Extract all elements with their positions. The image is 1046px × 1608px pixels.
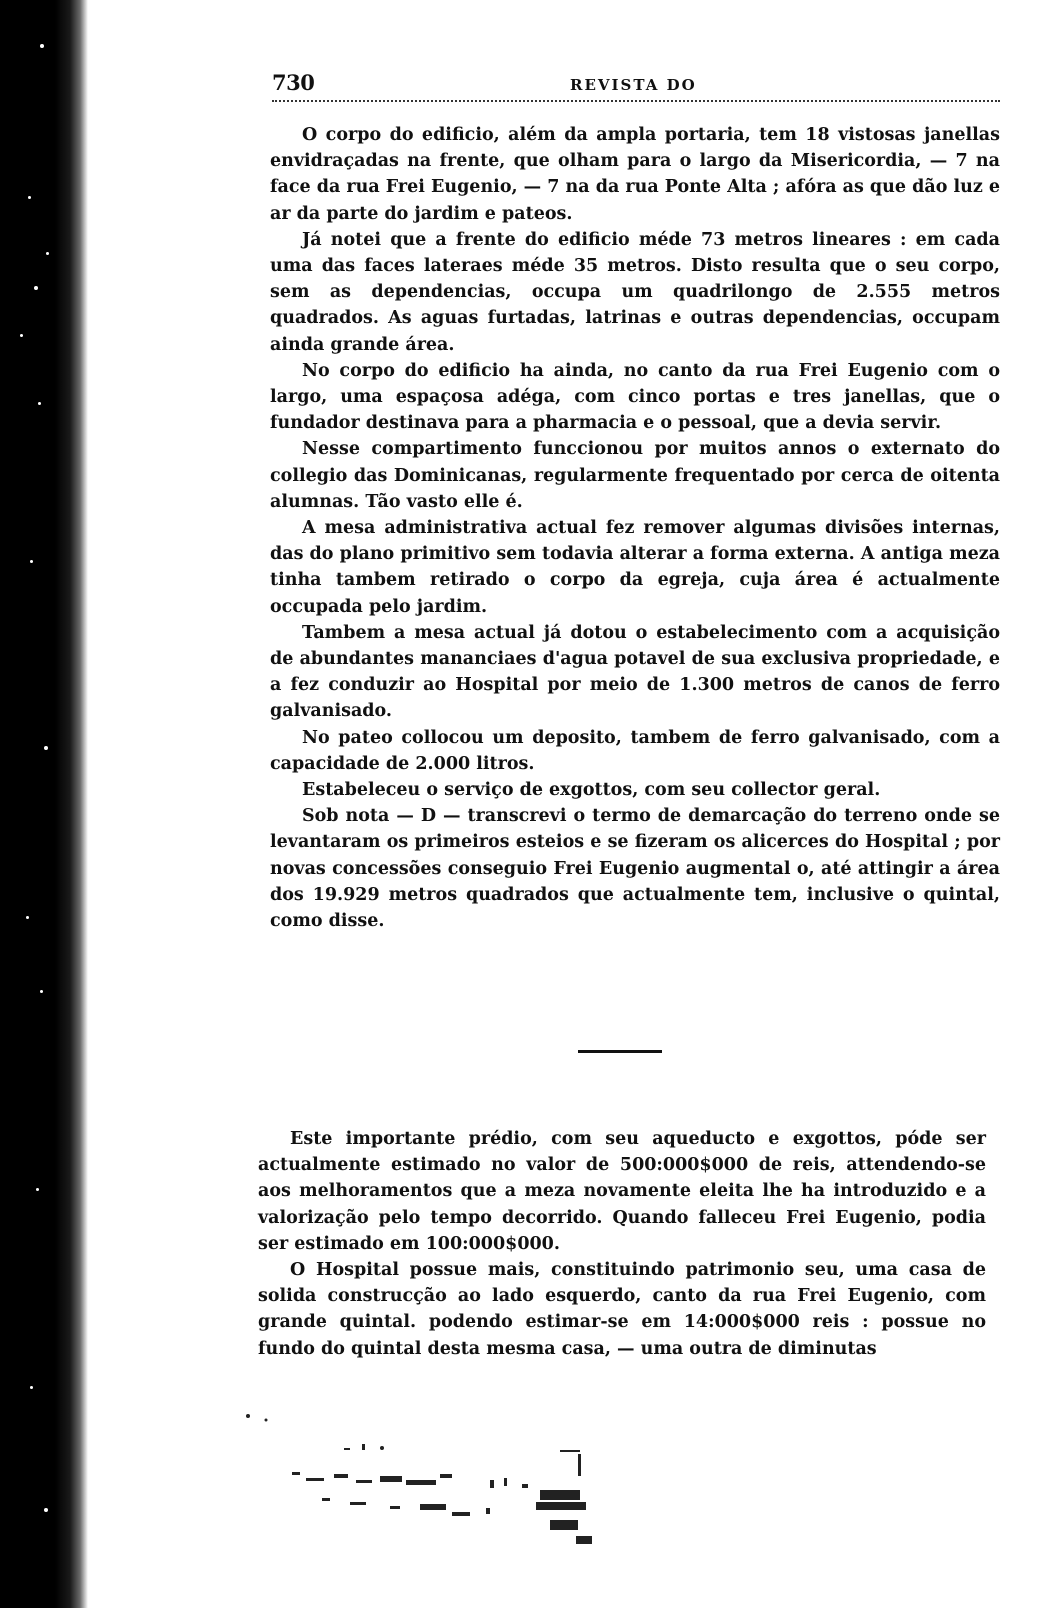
section-separator-rule (578, 1050, 662, 1053)
paragraph: Nesse compartimento funccionou por muitos annos o externato do collegio das Dominicanas, regularmente frequentado por cerca de oitenta alumnas. Tão vasto elle é. (270, 439, 1000, 512)
running-title: REVISTA DO (570, 76, 697, 94)
paragraph: Sob nota — D — transcrevi o termo de demarcação do terreno onde se levantaram os primeiros esteios e se fizeram os alicerces do Hospital ; por novas concessões conseguio Frei Eugenio augmental o, até attingir a área dos 19.929 metros quadrados que actualmente tem, inclusive o quintal, como disse. (270, 806, 1000, 932)
header-rule (272, 100, 1000, 102)
paragraph: A mesa administrativa actual fez remover algumas divisões internas, das do plano primitivo sem todavia alterar a forma externa. A antiga meza tinha tambem retirado o corpo da egreja, cuja área é actualmente occupada pelo jardim. (270, 518, 1000, 617)
paragraph: No pateo collocou um deposito, tambem de ferro galvanisado, com a capacidade de 2.000 litros. (270, 727, 1000, 774)
paragraph: Já notei que a frente do edificio méde 73 metros lineares : em cada uma das faces lateraes méde 35 metros. Disto resulta que o seu corpo, sem as dependencias, occupa um quadrilongo de 2.555 metros quadrados. As aguas furtadas, latrinas e outras dependencias, occupam ainda grande área. (270, 229, 1000, 355)
paragraph: O Hospital possue mais, constituindo patrimonio seu, uma casa de solida construcção ao lado esquerdo, canto da rua Frei Eugenio, com grande quintal. podendo estimar-se em 14:000$000 reis : possue no fundo do quintal desta mesma casa, — uma outra de diminutas (258, 1260, 986, 1359)
paragraph: Este importante prédio, com seu aqueducto e exgottos, póde ser actualmente estimado no valor de 500:000$000 de reis, attendendo-se aos melhoramentos que a meza novamente eleita lhe ha introduzido e a valorização pelo tempo decorrido. Quando falleceu Frei Eugenio, podia ser estimado em 100:000$000. (258, 1129, 986, 1254)
body-text-section-1 (270, 122, 1000, 934)
page-header (272, 68, 1000, 102)
paragraph: Tambem a mesa actual já dotou o estabelecimento com a acquisição de abundantes mananciaes d'agua potavel de sua exclusiva propriedade, e a fez conduzir ao Hospital por meio de 1.300 metros de canos de ferro galvanisado. (270, 622, 1000, 722)
body-text-section-2 (258, 1126, 986, 1362)
paragraph: Estabeleceu o serviço de exgottos, com seu collector geral. (302, 780, 881, 801)
scan-binding-edge (0, 0, 88, 1608)
page-number: 730 (272, 70, 315, 95)
scan-smudge-marks (240, 1408, 610, 1558)
paragraph: No corpo do edificio ha ainda, no canto da rua Frei Eugenio com o largo, uma espaçosa adéga, com cinco portas e tres janellas, que o fundador destinava para a pharmacia e o pessoal, que a devia servir. (270, 360, 1000, 434)
paragraph: O corpo do edificio, além da ampla portaria, tem 18 vistosas janellas envidraçadas na frente, que olham para o largo da Misericordia, — 7 na face da rua Frei Eugenio, — 7 na da rua Ponte Alta ; afóra as que dão luz e ar da parte do jardim e pateos. (270, 125, 1000, 224)
